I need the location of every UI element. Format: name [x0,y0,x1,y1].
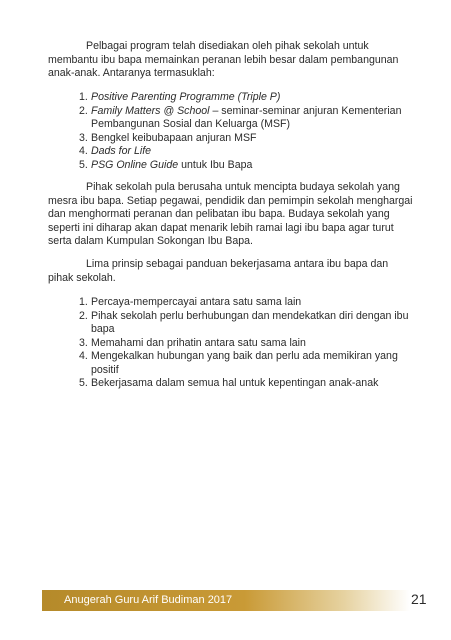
list-item [79,377,413,391]
principle-text: Mengekalkan hubungan yang baik dan perlu ada memikiran yang positif [91,350,398,376]
list-number: 3. [79,336,88,349]
program-desc: Bengkel keibubapaan anjuran MSF [91,131,257,144]
program-list [79,91,413,172]
program-name: PSG Online Guide [91,158,179,171]
intro-paragraph [48,40,413,81]
list-item [79,132,413,146]
list-number: 5. [79,377,88,389]
list-item [79,350,413,377]
list-number: 2. [79,104,88,117]
principle-text: Bekerjasama dalam semua hal untuk kepentingan anak-anak [91,377,379,389]
footer-title: Anugerah Guru Arif Budiman 2017 [64,594,233,606]
program-desc: – seminar-seminar anjuran Kementerian Pembangunan Sosial dan Keluarga (MSF) [91,104,402,130]
intro-line-1: Pelbagai program telah disediakan oleh pihak sekolah untuk [86,40,369,52]
culture-paragraph [48,181,413,249]
list-item [79,296,413,310]
program-name: Dads for Life [91,145,152,157]
culture-line-5: serta dalam Kumpulan Sokongan Ibu Bapa. [48,235,253,247]
culture-line-2: mesra ibu bapa. Setiap pegawai, pendidik dan pemimpin sekolah menghargai [48,194,413,207]
principle-text: Percaya-mempercayai antara satu sama lain [91,296,302,308]
program-name: Family Matters @ School [91,104,210,117]
culture-line-1: Pihak sekolah pula berusaha untuk mencipta budaya sekolah yang [86,181,400,193]
principle-text: Pihak sekolah perlu berhubungan dan mendekatkan diri dengan ibu bapa [91,309,409,335]
list-item [79,105,413,132]
list-item [79,145,413,159]
principles-intro-line-1: Lima prinsip sebagai panduan bekerjasama antara ibu bapa dan [86,258,389,270]
principle-text: Memahami dan prihatin antara satu sama lain [91,336,306,349]
list-number: 1. [79,296,88,308]
principles-intro [48,258,413,285]
culture-line-4: seperti ini diharap akan dapat menarik lebih ramai lagi ibu bapa agar turut [48,221,394,234]
list-item [79,91,413,105]
culture-line-3: dan menghormati peranan dan pelibatan ibu bapa. Budaya sekolah yang [48,208,390,220]
list-number: 4. [79,145,88,157]
principles-intro-line-2: pihak sekolah. [48,271,116,284]
page-number: 21 [411,591,427,607]
list-number: 4. [79,350,88,362]
list-number: 2. [79,309,88,322]
list-item [79,159,413,173]
list-number: 5. [79,158,88,171]
list-item [79,337,413,351]
list-number: 1. [79,91,88,103]
program-desc: untuk Ibu Bapa [178,158,253,171]
list-item [79,310,413,337]
list-number: 3. [79,131,88,144]
intro-line-2: membantu ibu bapa memainkan peranan lebih besar dalam pembangunan [48,53,399,66]
program-name: Positive Parenting Programme (Triple P) [91,91,281,103]
principles-list [79,296,413,391]
intro-line-3: anak-anak. Antaranya termasuklah: [48,67,215,79]
